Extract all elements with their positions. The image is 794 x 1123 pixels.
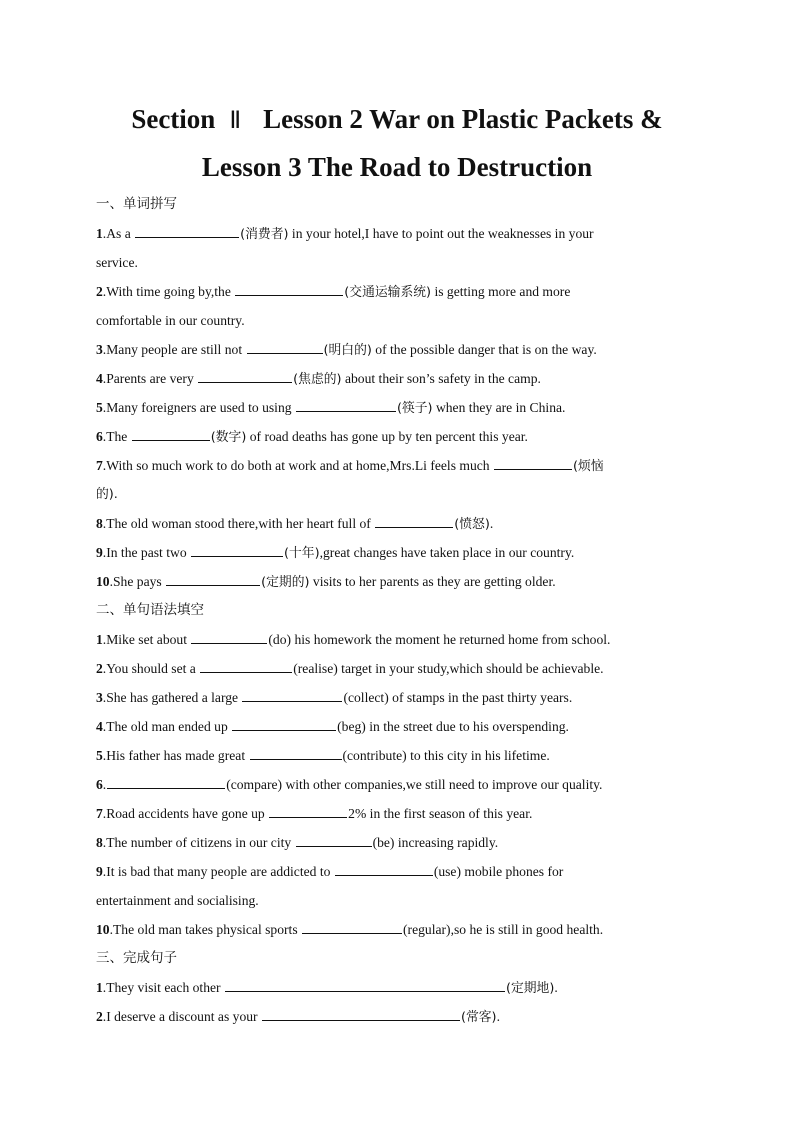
question: 7.Road accidents have gone up 2% in the first season of this year. bbox=[96, 799, 696, 828]
answer-blank[interactable] bbox=[198, 368, 292, 383]
question: 9.In the past two (十年),great changes have taken place in our country. bbox=[96, 538, 696, 567]
question: 4.The old man ended up (beg) in the street due to his overspending. bbox=[96, 712, 696, 741]
question: 6. (compare) with other companies,we still need to improve our quality. bbox=[96, 770, 696, 799]
section-heading: 三、完成句子 bbox=[96, 950, 177, 966]
answer-blank[interactable] bbox=[242, 687, 342, 702]
question: 10.The old man takes physical sports (regular),so he is still in good health. bbox=[96, 915, 696, 944]
question: 6.The (数字) of road deaths has gone up by ten percent this year. bbox=[96, 422, 696, 451]
question: 9.It is bad that many people are addicted to (use) mobile phones for bbox=[96, 857, 696, 886]
question: 2.I deserve a discount as your (常客). bbox=[96, 1002, 696, 1031]
question: 8.The number of citizens in our city (be) increasing rapidly. bbox=[96, 828, 696, 857]
answer-blank[interactable] bbox=[494, 455, 572, 470]
question: 2.With time going by,the (交通运输系统) is getting more and more bbox=[96, 277, 696, 306]
question: 4.Parents are very (焦虑的) about their son’s safety in the camp. bbox=[96, 364, 696, 393]
question: 1.Mike set about (do) his homework the moment he returned home from school. bbox=[96, 625, 696, 654]
answer-blank[interactable] bbox=[250, 745, 342, 760]
section-heading: 二、单句语法填空 bbox=[96, 602, 204, 618]
answer-blank[interactable] bbox=[335, 861, 433, 876]
question: 8.The old woman stood there,with her heart full of (愤怒). bbox=[96, 509, 696, 538]
title-lesson-3: Lesson 3 The Road to Destruction bbox=[201, 152, 593, 182]
title-line-2 bbox=[0, 152, 794, 183]
question-continuation: comfortable in our country. bbox=[96, 313, 245, 328]
answer-blank[interactable] bbox=[302, 919, 402, 934]
answer-blank[interactable] bbox=[262, 1006, 460, 1021]
question: 5.Many foreigners are used to using (筷子) when they are in China. bbox=[96, 393, 696, 422]
question: 2.You should set a (realise) target in your study,which should be achievable. bbox=[96, 654, 696, 683]
answer-blank[interactable] bbox=[375, 513, 453, 528]
worksheet-content bbox=[96, 190, 696, 1031]
question: 1.As a (消费者) in your hotel,I have to point out the weaknesses in your bbox=[96, 219, 696, 248]
answer-blank[interactable] bbox=[132, 426, 210, 441]
answer-blank[interactable] bbox=[225, 977, 505, 992]
question: 10.She pays (定期的) visits to her parents as they are getting older. bbox=[96, 567, 696, 596]
answer-blank[interactable] bbox=[135, 223, 239, 238]
question-continuation: entertainment and socialising. bbox=[96, 893, 259, 908]
question: 5.His father has made great (contribute) to this city in his lifetime. bbox=[96, 741, 696, 770]
question-continuation: 的). bbox=[96, 487, 118, 502]
answer-blank[interactable] bbox=[247, 339, 323, 354]
answer-blank[interactable] bbox=[296, 397, 396, 412]
section-heading: 一、单词拼写 bbox=[96, 196, 177, 212]
title-roman-numeral: Ⅱ bbox=[229, 106, 242, 134]
answer-blank[interactable] bbox=[166, 571, 260, 586]
title-section: Section bbox=[131, 104, 216, 134]
question: 1.They visit each other (定期地). bbox=[96, 973, 696, 1002]
question-continuation: service. bbox=[96, 255, 138, 270]
title-line-1 bbox=[0, 104, 794, 135]
title-lesson-2: Lesson 2 War on Plastic Packets & bbox=[263, 104, 663, 134]
answer-blank[interactable] bbox=[200, 658, 292, 673]
answer-blank[interactable] bbox=[296, 832, 372, 847]
answer-blank[interactable] bbox=[191, 629, 267, 644]
question: 3.She has gathered a large (collect) of stamps in the past thirty years. bbox=[96, 683, 696, 712]
answer-blank[interactable] bbox=[232, 716, 336, 731]
question: 7.With so much work to do both at work and at home,Mrs.Li feels much (烦恼 bbox=[96, 451, 696, 480]
answer-blank[interactable] bbox=[269, 803, 347, 818]
answer-blank[interactable] bbox=[191, 542, 283, 557]
answer-blank[interactable] bbox=[235, 281, 343, 296]
question: 3.Many people are still not (明白的) of the possible danger that is on the way. bbox=[96, 335, 696, 364]
answer-blank[interactable] bbox=[107, 774, 225, 789]
